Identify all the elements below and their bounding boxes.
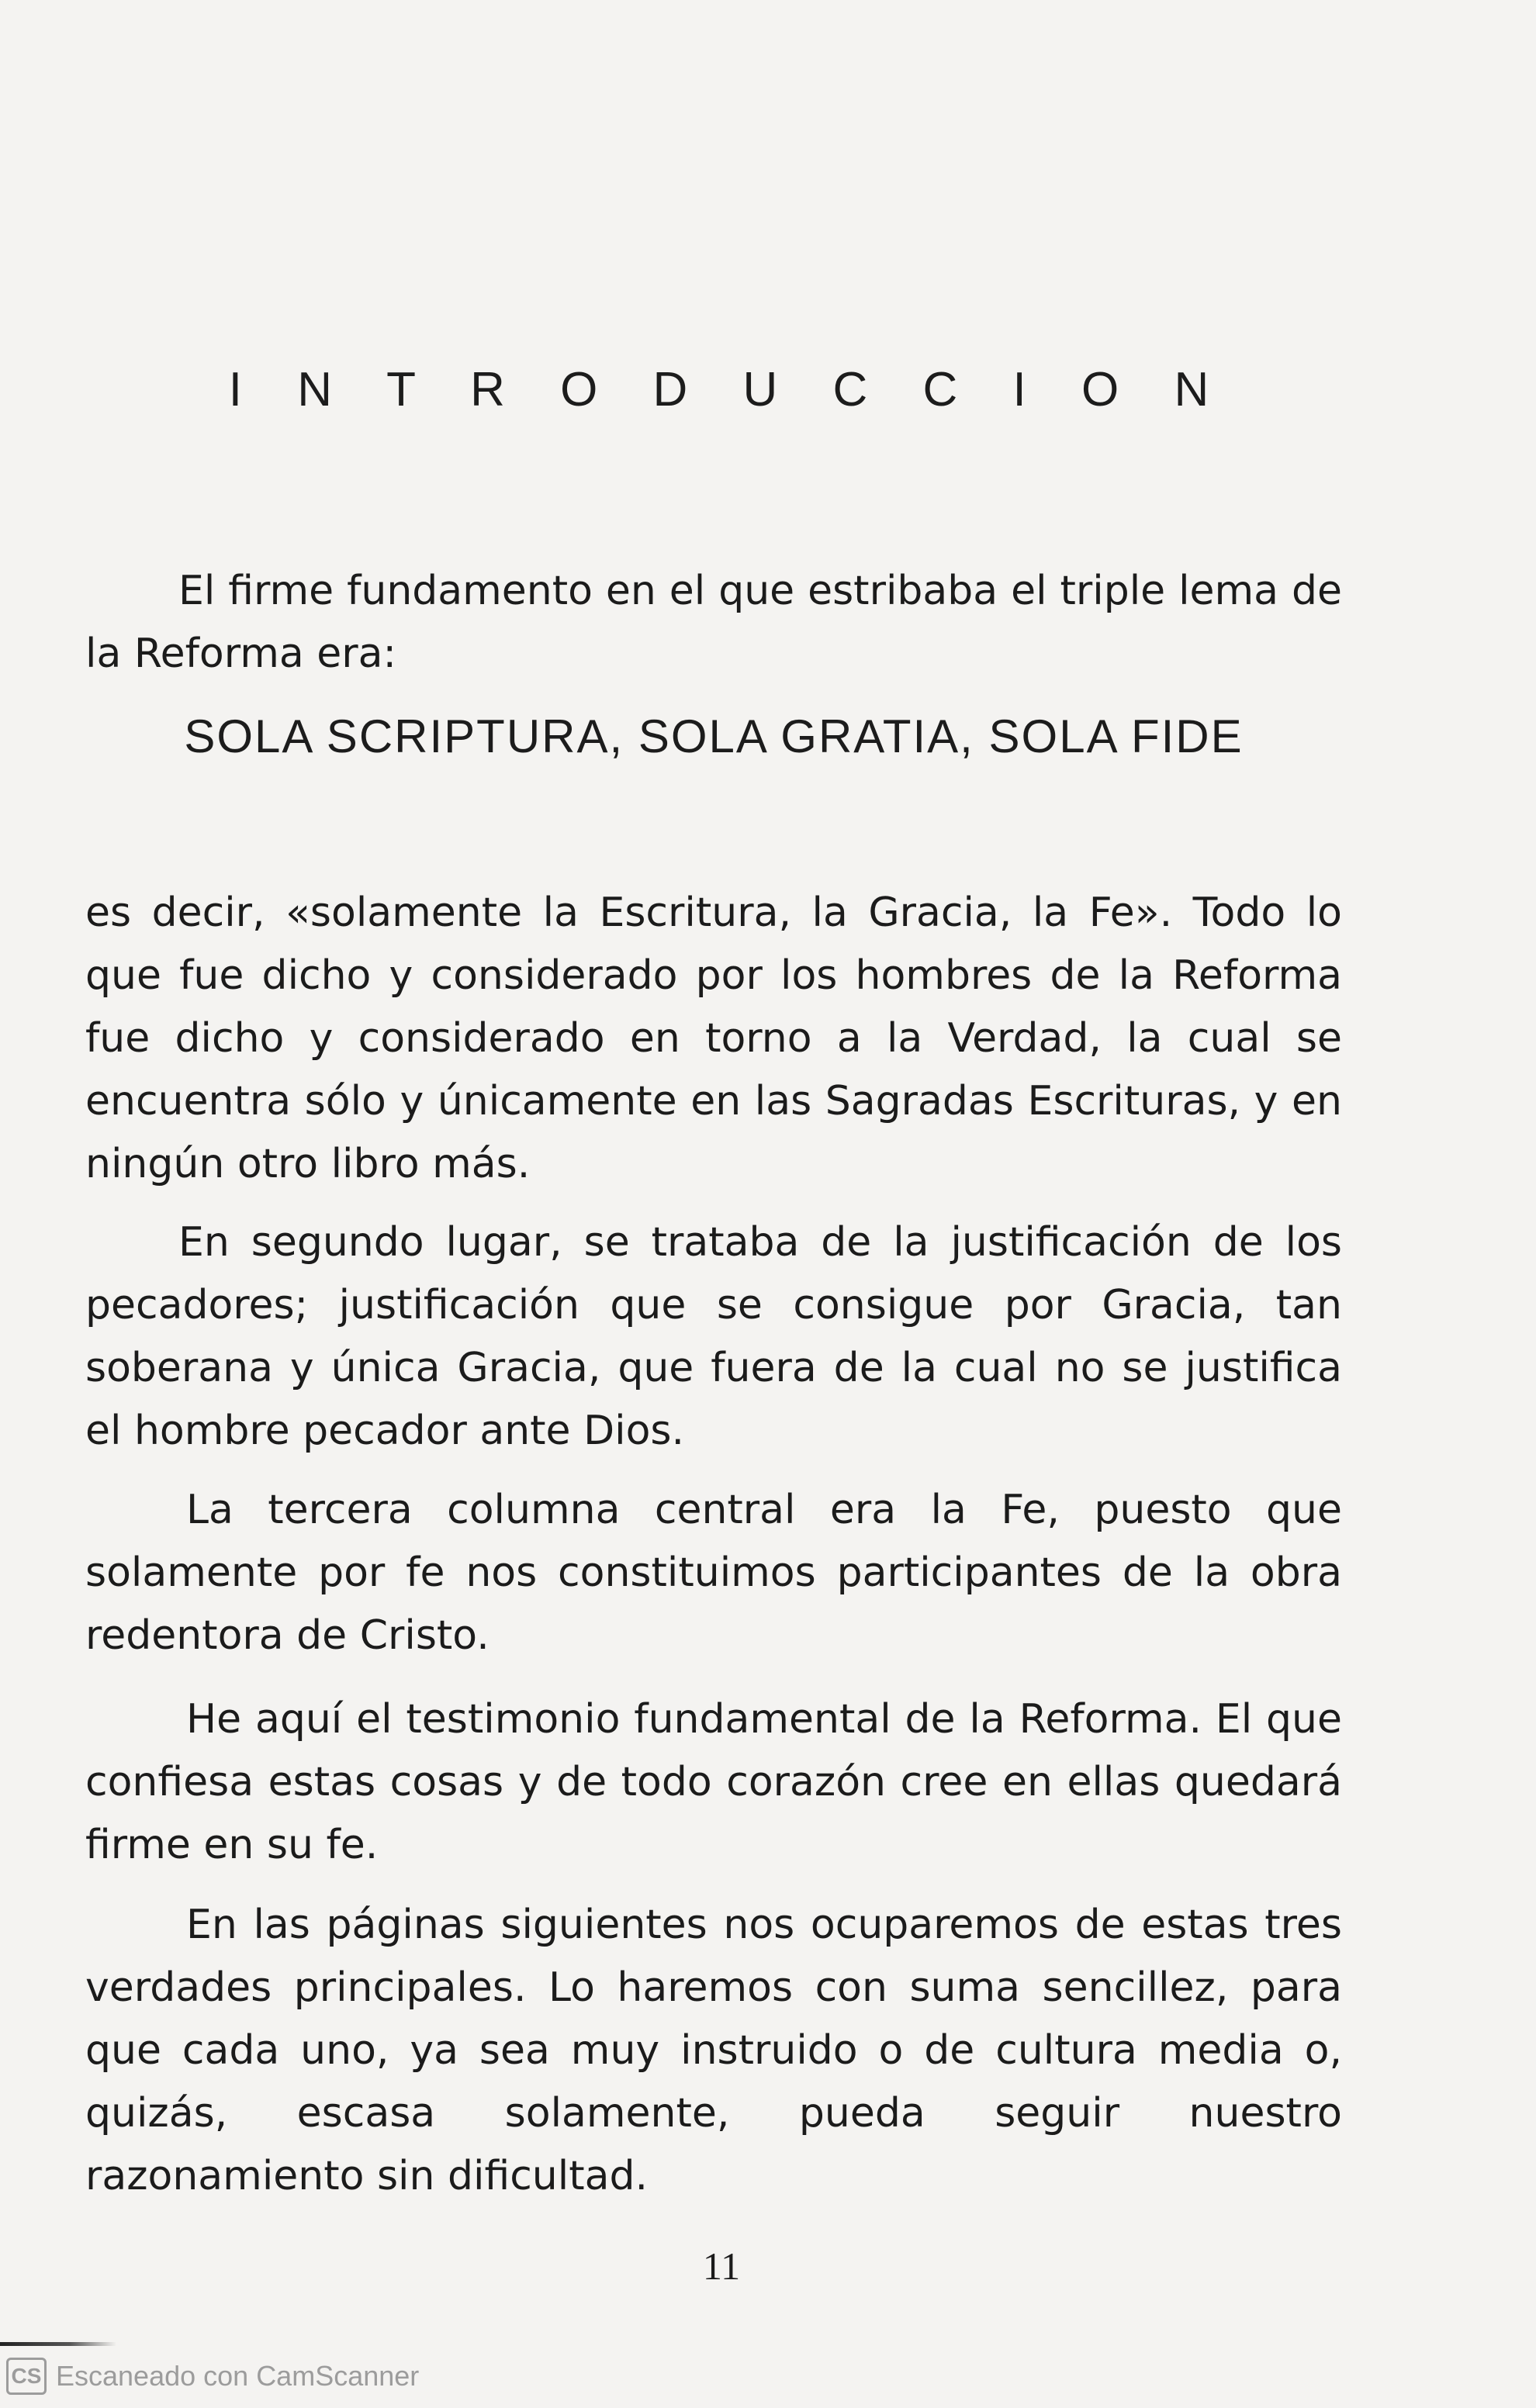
watermark-text: Escaneado con CamScanner <box>56 2360 420 2392</box>
camscanner-logo-icon: CS <box>6 2358 47 2395</box>
paragraph-following-pages: En las páginas siguientes nos ocuparemos de estas tres verdades principales. Lo haremos con suma sencillez, para que cada uno, ya sea muy instruido o de cultura media o, quizás, escasa solamente, pueda seguir nuestro razonamiento sin dificultad. <box>85 1902 1342 2199</box>
paragraph-faith: La tercera columna central era la Fe, puesto que solamente por fe nos constituimos participantes de la obra redentora de Cristo. <box>85 1487 1342 1659</box>
page-number: 11 <box>702 2244 741 2288</box>
paragraph-grace: En segundo lugar, se trataba de la justificación de los pecadores; justificación que se consigue por Gracia, tan soberana y única Gracia, que fuera de la cual no se justifica el hombre pecador ante Dios. <box>85 1219 1342 1454</box>
scan-edge-shadow <box>0 2342 116 2346</box>
chapter-title: I N T R O D U C C I O N <box>228 362 1230 416</box>
reformation-motto: SOLA SCRIPTURA, SOLA GRATIA, SOLA FIDE <box>184 710 1244 762</box>
paragraph-scripture: es decir, «solamente la Escritura, la Gracia, la Fe». Todo lo que fue dicho y considerado por los hombres de la Reforma fue dicho y considerado en torno a la Verdad, la cual se encuentra sólo y únicamente en las Sagradas Escrituras, y en ningún otro libro más. <box>85 890 1342 1187</box>
camscanner-watermark <box>6 2356 419 2396</box>
paragraph-testimony: He aquí el testimonio fundamental de la Reforma. El que confiesa estas cosas y de todo corazón cree en ellas quedará firme en su fe. <box>85 1696 1342 1868</box>
paragraph-intro: El firme fundamento en el que estribaba el triple lema de la Reforma era: <box>85 568 1342 677</box>
